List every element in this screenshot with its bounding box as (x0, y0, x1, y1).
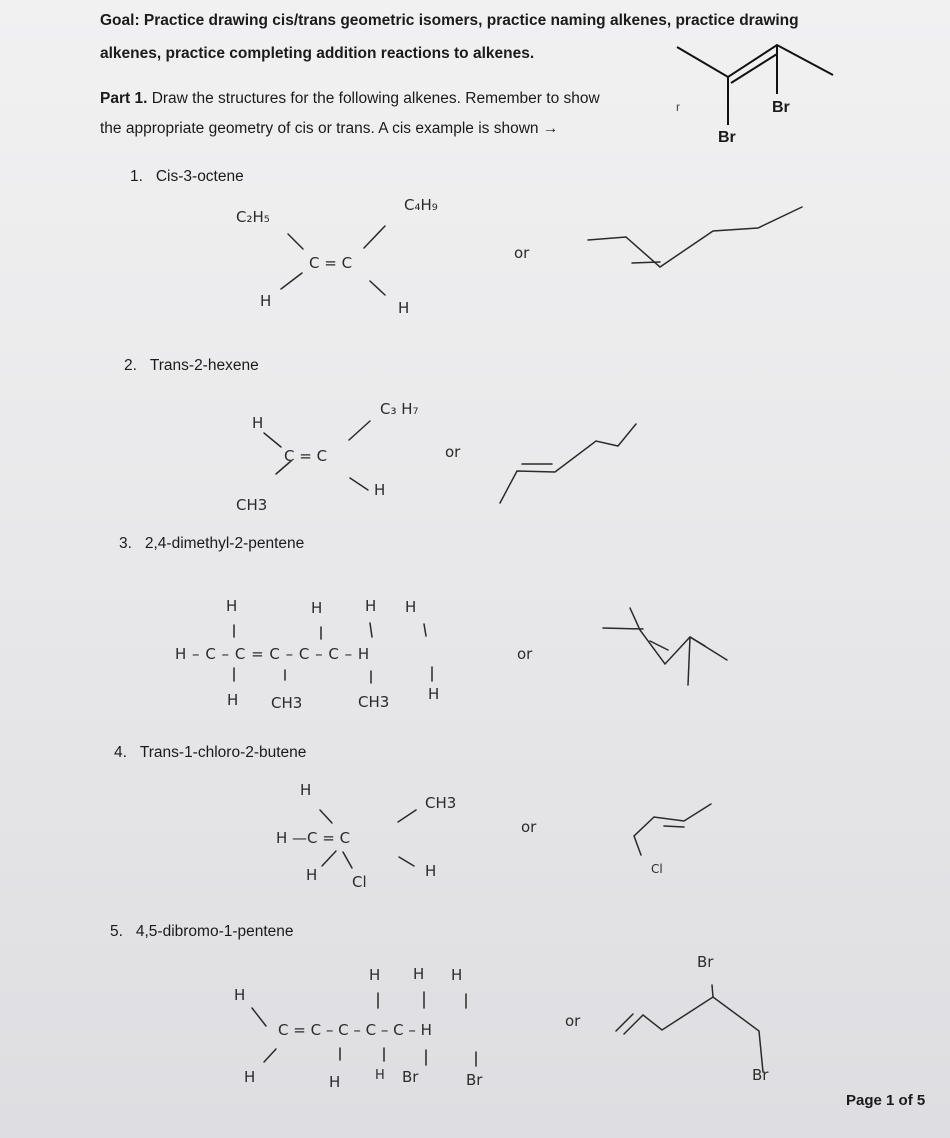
q5-bottom-h-1: H (329, 1073, 341, 1091)
q4-right-h: H (425, 862, 437, 880)
part-1-instructions: Draw the structures for the following alkenes. Remember to show (151, 90, 600, 107)
q4-skeletal-cl: Cl (651, 862, 663, 876)
q3-bonds (234, 623, 432, 683)
q2-skeletal (500, 424, 636, 503)
q2-bonds (264, 421, 370, 490)
q3-bottom-h-right: H (428, 685, 440, 703)
question-name: Trans-1-chloro-2-butene (139, 744, 307, 761)
q1-skeletal (588, 207, 802, 267)
q3-bottom-ch3-2: CH3 (358, 693, 390, 711)
q1-center: C = C (309, 254, 353, 272)
q2-top-right: C₃ H₇ (380, 400, 419, 418)
q5-top-h-3: H (451, 966, 463, 984)
q5-or: or (565, 1012, 581, 1030)
q3-bottom-ch3-1: CH3 (271, 694, 303, 712)
q3-top-h-4: H (405, 598, 417, 616)
q5-skeletal-br-top: Br (697, 953, 714, 971)
example-br-right: Br (772, 99, 790, 116)
question-number: 3. (119, 535, 132, 552)
q1-top-left: C₂H₅ (236, 208, 270, 226)
goal-line-1: Goal: Practice drawing cis/trans geometric isomers, practice naming alkenes, practice drawing (100, 12, 799, 29)
q2-bottom-right: H (374, 481, 386, 499)
q5-bottom-h-2: H (375, 1068, 385, 1083)
q5-skeletal-br-bottom: Br (752, 1066, 769, 1084)
q3-or: or (517, 645, 533, 663)
q5-left-h: H (234, 986, 246, 1004)
question-number: 4. (114, 744, 127, 761)
q4-top-h: H (300, 781, 312, 799)
q1-bottom-right: H (398, 299, 410, 317)
q4-bonds (320, 810, 416, 868)
part-1-line-2: the appropriate geometry of cis or trans. A cis example is shown → (100, 120, 559, 137)
q1-or: or (514, 244, 530, 262)
q2-or: or (445, 443, 461, 461)
q3-top-h-2: H (311, 599, 323, 617)
example-tick: r (676, 100, 680, 114)
q1-bonds (281, 226, 385, 295)
q5-bottom-left-h: H (244, 1068, 256, 1086)
goal-line-2: alkenes, practice completing addition reactions to alkenes. (100, 45, 535, 62)
question-name: Trans-2-hexene (149, 357, 259, 374)
question-name: 4,5-dibromo-1-pentene (135, 923, 294, 940)
q1-top-right: C₄H₉ (404, 196, 438, 214)
q3-top-h-3: H (365, 597, 377, 615)
q3-top-h-1: H (226, 597, 238, 615)
q3-bottom-h-left: H (227, 691, 239, 709)
q2-top-left: H (252, 414, 264, 432)
question-name: Cis-3-octene (155, 168, 244, 185)
q5-top-h-1: H (369, 966, 381, 984)
question-name: 2,4-dimethyl-2-pentene (144, 535, 305, 552)
q2-center: C = C (284, 447, 328, 465)
q3-chain: H – C – C = C – C – C – H (175, 645, 370, 663)
question-number: 1. (130, 168, 143, 185)
q5-chain: C = C – C – C – C – H (278, 1021, 432, 1039)
q2-bottom-left: CH3 (236, 496, 268, 514)
example-molecule-skeleton (677, 45, 833, 125)
q5-bottom-br-1: Br (402, 1068, 419, 1086)
example-br-bottom: Br (718, 129, 736, 146)
q1-bottom-left: H (260, 292, 272, 310)
part-label: Part 1. (100, 90, 148, 107)
page-number: Page 1 of 5 (846, 1092, 926, 1109)
q4-or: or (521, 818, 537, 836)
q4-cl: Cl (352, 873, 367, 891)
q5-bottom-br-2: Br (466, 1071, 483, 1089)
question-number: 2. (124, 357, 137, 374)
q3-skeletal (603, 608, 727, 685)
question-number: 5. (110, 923, 123, 940)
q5-top-h-2: H (413, 965, 425, 983)
q5-bonds (252, 992, 476, 1066)
q4-chain: H —C = C (276, 829, 351, 847)
q5-skeletal (616, 985, 763, 1072)
q4-ch3: CH3 (425, 794, 457, 812)
q4-bottom-h: H (306, 866, 318, 884)
q4-skeletal (634, 804, 711, 855)
